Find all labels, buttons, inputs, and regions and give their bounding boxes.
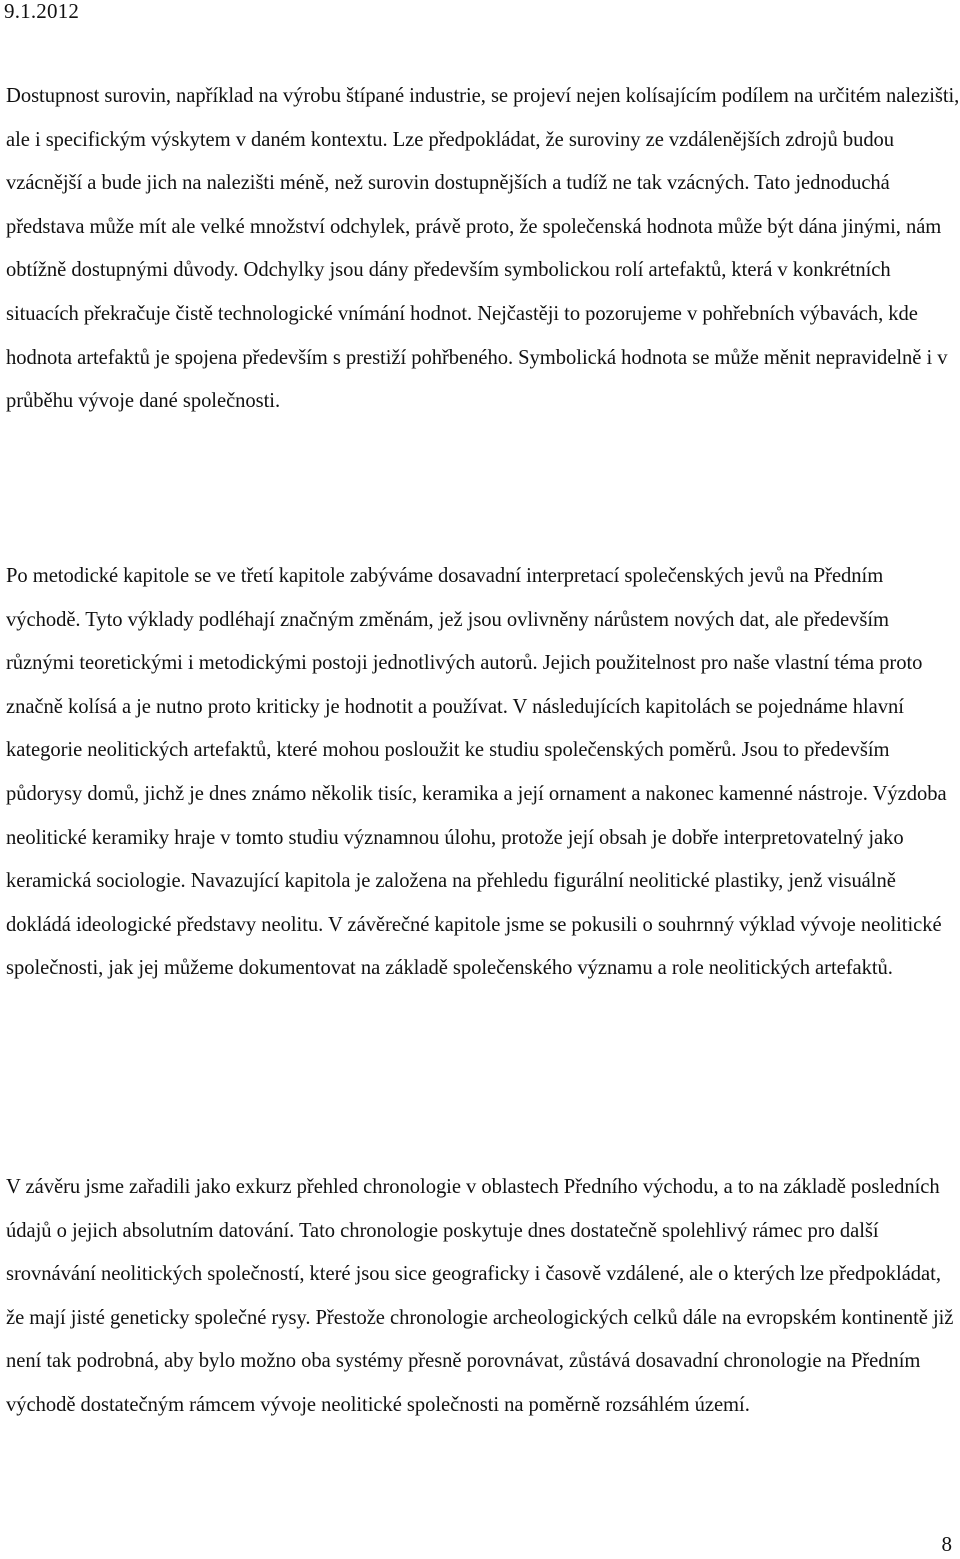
header-date: 9.1.2012: [4, 0, 80, 23]
paragraph-methodology: Po metodické kapitole se ve třetí kapitole zabýváme dosavadní interpretací společenských jevů na Předním východě. Tyto výklady podléhají značným změnám, jež jsou ovlivněny nárůstem nových dat, ale především různými teoretickými i metodickými postoji jednotlivých autorů. Jejich použitelnost pro naše vlastní téma proto značně kolísá a je nutno proto kriticky je hodnotit a používat. V následujících kapitolách se pojednáme hlavní kategorie neolitických artefaktů, které mohou posloužit ke studiu společenských poměrů. Jsou to především půdorysy domů, jichž je dnes známo několik tisíc, keramika a její ornament a nakonec kamenné nástroje. Výzdoba neolitické keramiky hraje v tomto studiu významnou úlohu, protože její obsah je dobře interpretovatelný jako keramická sociologie. Navazující kapitola je založena na přehledu figurální neolitické plastiky, jenž visuálně dokládá ideologické představy neolitu. V závěrečné kapitole jsme se pokusili o souhrnný výklad vývoje neolitické společnosti, jak jej můžeme dokumentovat na základě společenského významu a role neolitických artefaktů.: [6, 565, 947, 980]
page-number: 8: [941, 1532, 952, 1556]
paragraph-chronology: V závěru jsme zařadili jako exkurz přehled chronologie v oblastech Předního východu, a to na základě posledních údajů o jejich absolutním datování. Tato chronologie poskytuje dnes dostatečně spolehlivý rámec pro další srovnávání neolitických společností, které jsou sice geograficky i časově vzdálené, ale o kterých lze předpokládat, že mají jisté geneticky společné rysy. Přestože chronologie archeologických celků dále na evropském kontinentě již není tak podrobná, aby bylo možno oba systémy přesně porovnávat, zůstává dosavadní chronologie na Předním východě dostatečným rámcem vývoje neolitické společnosti na poměrně rozsáhlém území.: [6, 1176, 954, 1416]
paragraph-resource-availability: Dostupnost surovin, například na výrobu štípané industrie, se projeví nejen kolísajícím podílem na určitém nalezišti, ale i specifickým výskytem v daném kontextu. Lze předpokládat, že suroviny ze vzdálenějších zdrojů budou vzácnější a bude jich na nalezišti méně, než surovin dostupnějších a tudíž ne tak vzácných. Tato jednoduchá představa může mít ale velké množství odchylek, právě proto, že společenská hodnota může být dána jinými, nám obtížně dostupnými důvody. Odchylky jsou dány především symbolickou rolí artefaktů, která v konkrétních situacích překračuje čistě technologické vnímání hodnot. Nejčastěji to pozorujeme v pohřebních výbavách, kde hodnota artefaktů je spojena především s prestiží pohřbeného. Symbolická hodnota se může měnit nepravidelně i v průběhu vývoje dané společnosti.: [6, 85, 960, 413]
